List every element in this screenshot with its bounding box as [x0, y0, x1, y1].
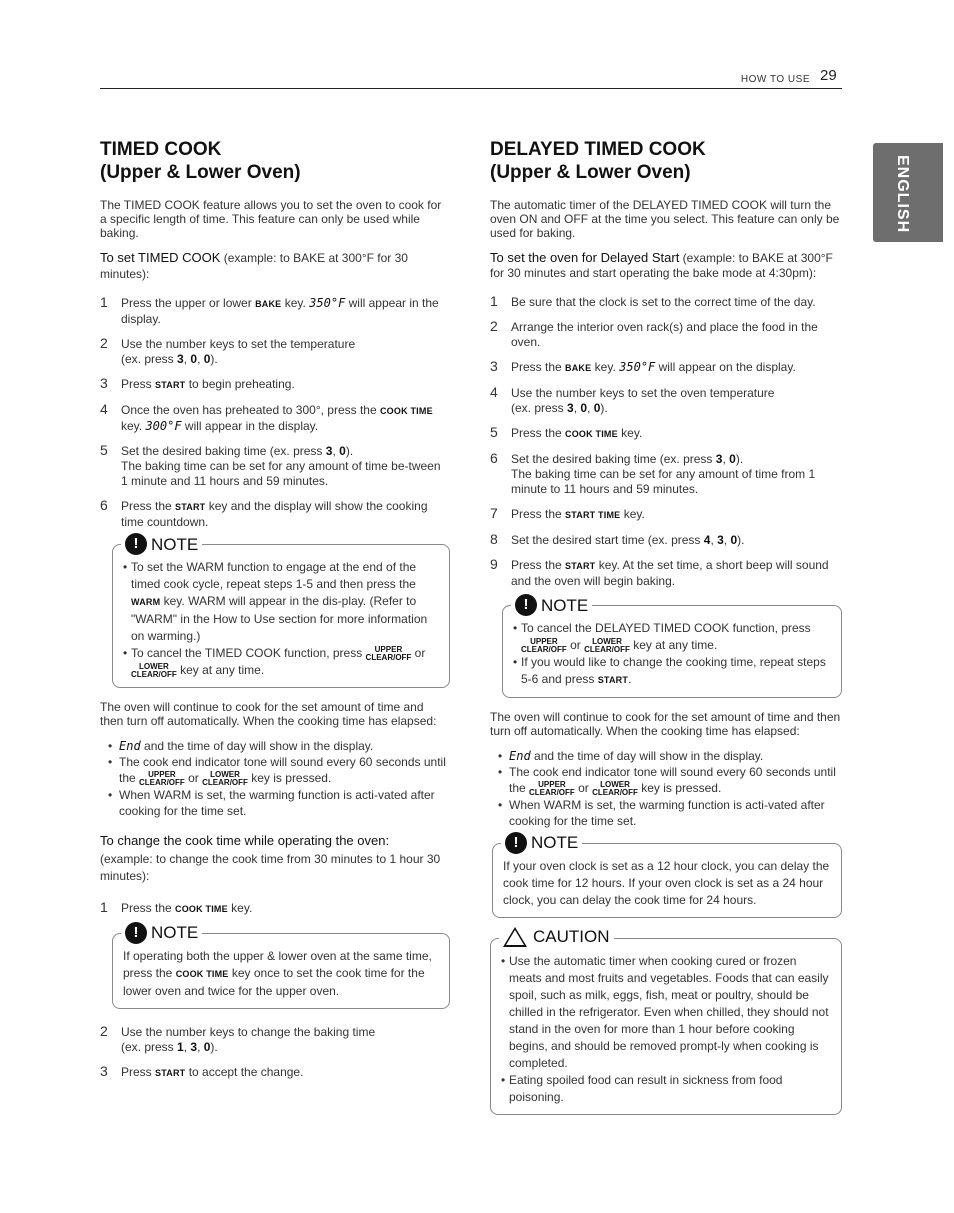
- cook-time-key: COOK TIME: [175, 903, 228, 914]
- warm-key: WARM: [131, 597, 161, 607]
- start-key: START: [597, 675, 629, 685]
- section-title: HOW TO USE: [740, 74, 810, 85]
- note-box: [112, 534, 450, 688]
- lower-clear-off-key: LOWER CLEAR/OFF: [131, 661, 177, 679]
- timed-cook-subhead: To set TIMED COOK (example: to BAKE at 300°F for 30 minutes):: [100, 250, 408, 281]
- step-8: 8 Set the desired start time (ex. press 4, 3, 0).: [490, 531, 745, 547]
- note-item: • To cancel the DELAYED TIMED COOK function, press UPPER CLEAR/OFF or LOWER CLEAR/OFF key at any time.: [513, 620, 831, 654]
- delayed-subhead: To set the oven for Delayed Start (example: to BAKE at 300°F for 30 minutes and start operating the bake mode at 4:30pm):: [490, 250, 833, 280]
- timed-cook-column: [100, 138, 450, 1091]
- step-6: 6 Set the desired baking time (ex. press 3, 0). The baking time can be set for any amount of time from 1 minute to 11 hours and 59 minutes.: [490, 450, 816, 496]
- step-2: 2 Arrange the interior oven rack(s) and place the food in the oven.: [490, 318, 818, 349]
- timed-cook-title: TIMED COOK (Upper & Lower Oven): [100, 139, 301, 183]
- step-7: 7 Press the START TIME key.: [490, 505, 645, 521]
- lower-clear-off-key: LOWER CLEAR/OFF: [202, 769, 248, 787]
- change-time-head: To change the cook time while operating the oven:: [100, 832, 390, 848]
- note-box: [112, 923, 450, 1009]
- delayed-timed-cook-title: DELAYED TIMED COOK (Upper & Lower Oven): [490, 139, 706, 183]
- display-end: End: [509, 749, 531, 763]
- caution-item: • Use the automatic timer when cooking cured or frozen meats and most fruits and vegetables. Foods that can easily spoil, such as milk, eggs, fish, meat or poultry, should be chilled in the refrigerator. Even when chilled, they should not stand in the oven for more than 1 hour before cooking begins, and should be removed prompt-ly when cooking is completed.: [501, 953, 831, 1072]
- warning-icon: !: [503, 927, 527, 947]
- step-1: 1 Press the upper or lower BAKE key. 350°F will appear in the display.: [100, 294, 439, 326]
- cook-time-key: COOK TIME: [565, 429, 618, 439]
- display-350: 350°F: [309, 296, 346, 310]
- upper-clear-off-key: UPPER CLEAR/OFF: [139, 769, 185, 787]
- start-time-key: START TIME: [565, 510, 621, 520]
- lower-clear-off-key: LOWER CLEAR/OFF: [584, 636, 630, 654]
- step-2: 2 Use the number keys to set the temperature (ex. press 3, 0, 0).: [100, 335, 356, 366]
- step-6: 6 Press the START key and the display will show the cooking time countdown.: [100, 497, 428, 529]
- page-number: 29: [820, 67, 837, 84]
- cook-time-key: COOK TIME: [379, 406, 433, 416]
- caution-badge: ! CAUTION: [499, 927, 614, 947]
- cook-time-key: COOK TIME: [175, 968, 229, 979]
- language-tab-label: ENGLISH: [894, 155, 911, 234]
- exclamation-icon: !: [515, 594, 537, 616]
- step-3: 3 Press the BAKE key. 350°F will appear on the display.: [490, 358, 796, 374]
- change-time-example: (example: to change the cook time from 30 minutes to 1 hour 30 minutes):: [100, 851, 441, 883]
- step-4: 4 Use the number keys to set the oven temperature (ex. press 3, 0, 0).: [490, 384, 775, 415]
- list-item: • End and the time of day will show in the display.: [108, 738, 450, 754]
- change-step-3: 3 Press START to accept the change.: [100, 1062, 304, 1079]
- lower-clear-off-key: LOWER CLEAR/OFF: [592, 779, 638, 797]
- note-item: • If you would like to change the cooking time, repeat steps 5-6 and press START.: [513, 654, 831, 689]
- elapsed-list: [108, 738, 450, 819]
- caution-box: [490, 927, 842, 1115]
- note-badge: ! NOTE: [121, 533, 202, 555]
- note-box: [492, 833, 842, 918]
- list-item: • When WARM is set, the warming function is acti-vated after cooking for the time set.: [498, 797, 842, 829]
- note-badge: ! NOTE: [511, 594, 592, 616]
- display-300: 300°F: [145, 419, 182, 433]
- list-item: • End and the time of day will show in the display.: [498, 748, 842, 764]
- display-350: 350°F: [619, 360, 656, 374]
- bake-key: BAKE: [565, 363, 592, 373]
- list-item: • The cook end indicator tone will sound every 60 seconds until the UPPER CLEAR/OFF or LOWER CLEAR/OFF key is pressed.: [498, 764, 842, 797]
- caution-item: • Eating spoiled food can result in sickness from food poisoning.: [501, 1072, 831, 1106]
- exclamation-icon: !: [505, 832, 527, 854]
- start-key: START: [155, 380, 186, 390]
- note-text: If your oven clock is set as a 12 hour clock, you can delay the cook time for 12 hours. If your oven clock is set as a 24 hour clock, you can delay the cook time for 24 hours.: [503, 858, 830, 907]
- timed-cook-intro: The TIMED COOK feature allows you to set the oven to cook for a specific length of time. This feature can only be used while baking.: [100, 198, 442, 240]
- list-item: • The cook end indicator tone will sound every 60 seconds until the UPPER CLEAR/OFF or LOWER CLEAR/OFF key is pressed.: [108, 754, 450, 787]
- note-badge: ! NOTE: [501, 832, 582, 854]
- bake-key: BAKE: [255, 299, 282, 309]
- step-5: 5 Press the COOK TIME key.: [490, 424, 643, 440]
- after-cook-paragraph: The oven will continue to cook for the set amount of time and then turn off automatically. When the cooking time has elapsed:: [100, 700, 437, 728]
- note-item: • To set the WARM function to engage at the end of the timed cook cycle, repeat steps 1-5 and then press the WARM key. WARM will appear in the dis-play. (Refer to "WARM" in the How to Use section for more information on warming.): [123, 559, 439, 645]
- upper-clear-off-key: UPPER CLEAR/OFF: [521, 636, 567, 654]
- delayed-timed-cook-column: [490, 138, 842, 1127]
- step-9: 9 Press the START key. At the set time, a short beep will sound and the oven will begin baking.: [490, 556, 829, 588]
- upper-clear-off-key: UPPER CLEAR/OFF: [529, 779, 575, 797]
- note-text: If operating both the upper & lower oven at the same time, press the COOK TIME key once to set the cook time for the lower oven and twice for the upper oven.: [123, 948, 432, 998]
- change-step-1: 1 Press the COOK TIME key.: [100, 898, 253, 915]
- language-tab: [873, 143, 943, 242]
- start-key: START: [155, 1067, 186, 1078]
- change-step-2: 2 Use the number keys to change the baking time (ex. press 1, 3, 0).: [100, 1022, 376, 1054]
- exclamation-icon: !: [125, 533, 147, 555]
- note-badge: ! NOTE: [121, 922, 202, 944]
- after-cook-paragraph: The oven will continue to cook for the set amount of time and then turn off automatically. When the cooking time has elapsed:: [490, 710, 841, 738]
- step-4: 4 Once the oven has preheated to 300°, press the COOK TIME key. 300°F will appear in the display.: [100, 401, 433, 433]
- note-box: [502, 595, 842, 698]
- exclamation-icon: !: [125, 922, 147, 944]
- start-key: START: [175, 502, 206, 512]
- note-item: • To cancel the TIMED COOK function, press UPPER CLEAR/OFF or LOWER CLEAR/OFF key at any time.: [123, 645, 439, 679]
- header-rule: [100, 88, 842, 89]
- step-5: 5 Set the desired baking time (ex. press 3, 0). The baking time can be set for any amount of time be-tween 1 minute and 11 hours and 59 minutes.: [100, 442, 441, 488]
- step-3: 3 Press START to begin preheating.: [100, 375, 295, 391]
- step-1: 1 Be sure that the clock is set to the correct time of the day.: [490, 293, 816, 309]
- start-key: START: [565, 561, 596, 571]
- elapsed-list: [498, 748, 842, 829]
- display-end: End: [119, 739, 141, 753]
- delayed-intro: The automatic timer of the DELAYED TIMED COOK will turn the oven ON and OFF at the time you select. This feature can only be used for baking.: [490, 198, 840, 240]
- list-item: • When WARM is set, the warming function is acti-vated after cooking for the time set.: [108, 787, 450, 819]
- upper-clear-off-key: UPPER CLEAR/OFF: [365, 644, 412, 662]
